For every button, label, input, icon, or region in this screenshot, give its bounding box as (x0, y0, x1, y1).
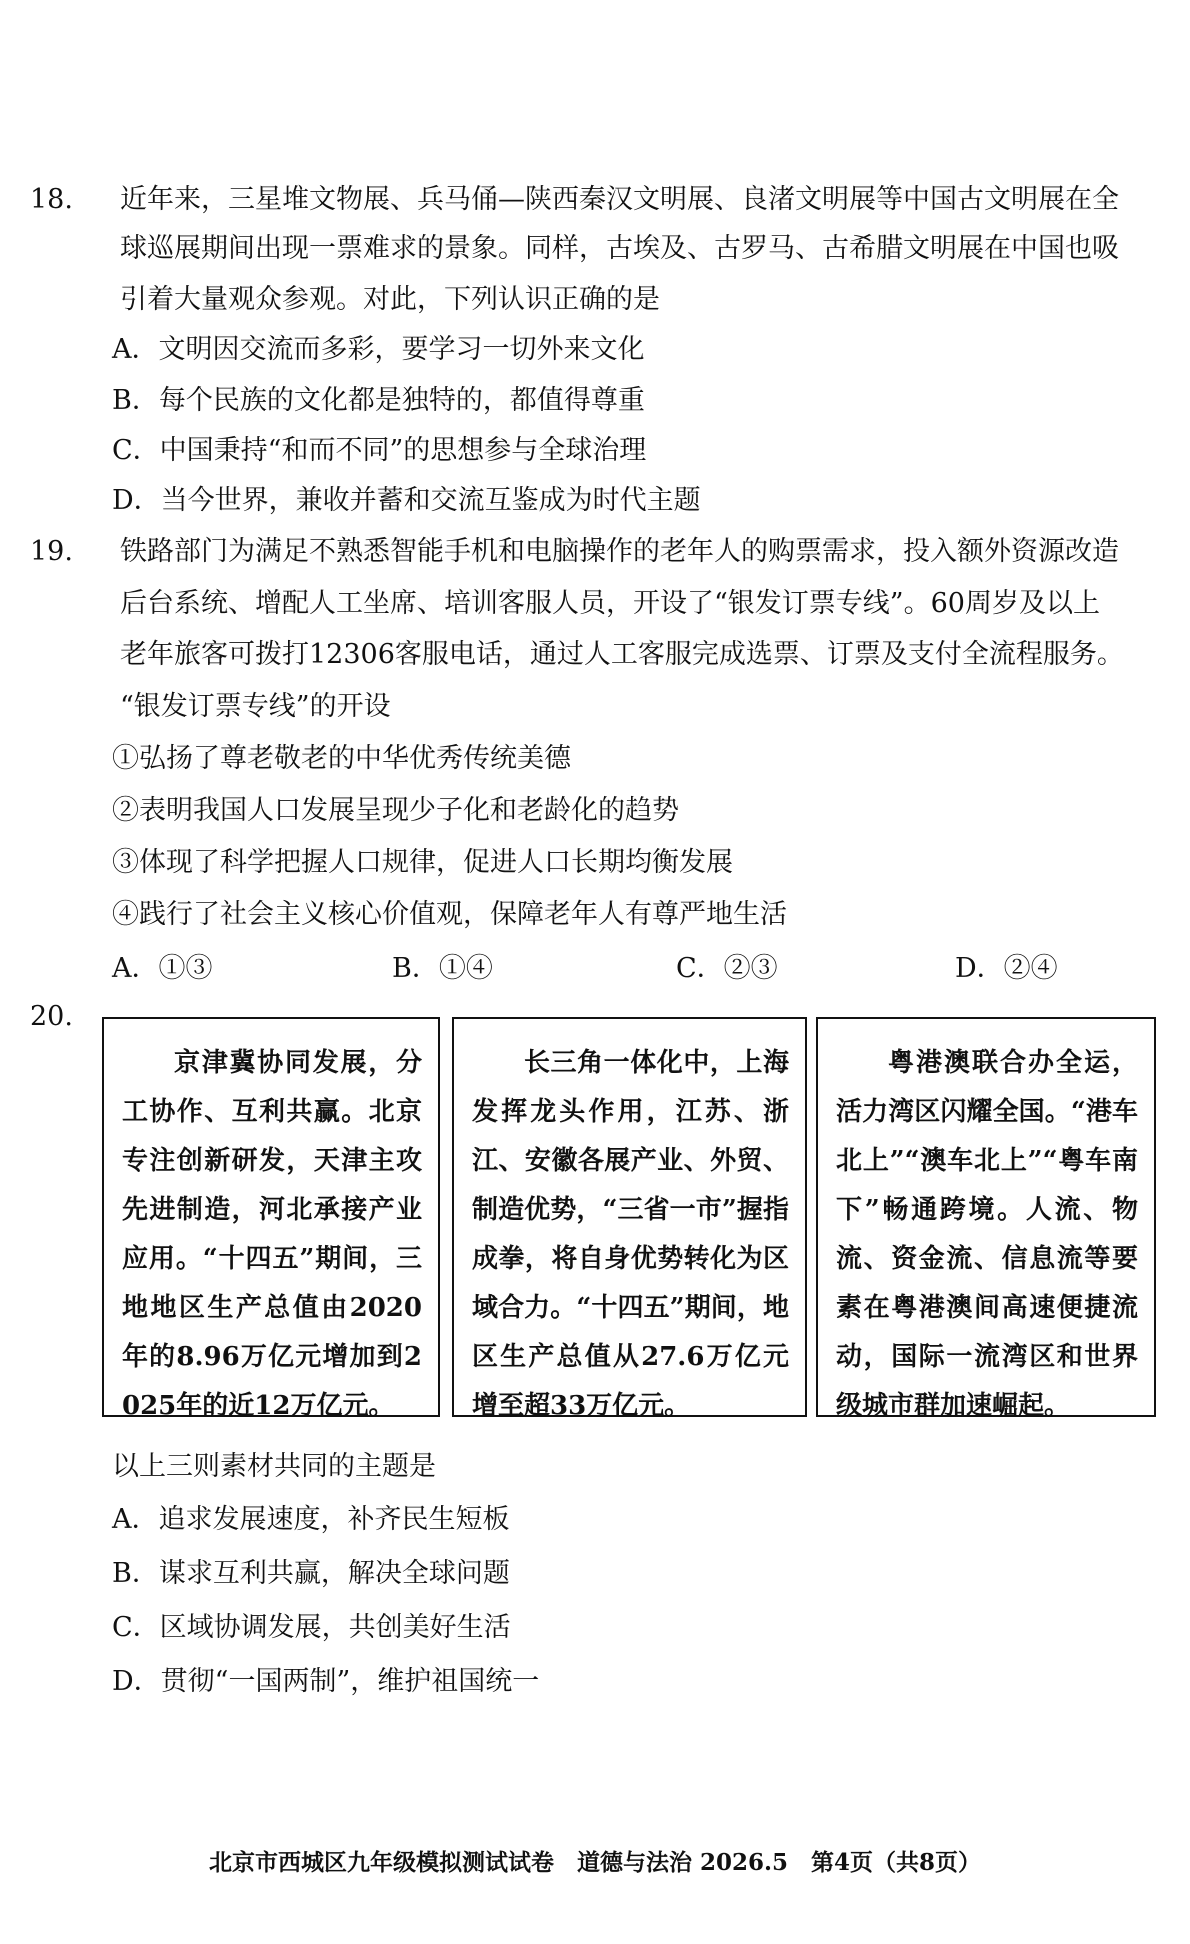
choice-c: C．②③ (676, 953, 778, 984)
question-stem-line: 以上三则素材共同的主题是 (112, 1451, 436, 1482)
option-a: A．追求发展速度，补齐民生短板 (112, 1504, 510, 1535)
material-box-yangtze-delta: 长三角一体化中，上海发挥龙头作用，江苏、浙江、安徽各展产业、外贸、制造优势，“三省一市”握指成拳，将自身优势转化为区域合力。“十四五”期间，地区生产总值从27.6万亿元增至超33万亿元。 (452, 1017, 807, 1417)
question-stem-line: 球巡展期间出现一票难求的景象。同样，古埃及、古罗马、古希腊文明展在中国也吸 (120, 233, 1119, 264)
statement-3: ③体现了科学把握人口规律，促进人口长期均衡发展 (112, 847, 733, 878)
question-stem-line: 铁路部门为满足不熟悉智能手机和电脑操作的老年人的购票需求，投入额外资源改造 (120, 536, 1119, 567)
question-number: 19. (30, 536, 73, 567)
question-stem-line: 引着大量观众参观。对此，下列认识正确的是 (120, 284, 660, 315)
question-stem-line: 近年来，三星堆文物展、兵马俑—陕西秦汉文明展、良渚文明展等中国古文明展在全 (120, 184, 1119, 215)
option-c: C．区域协调发展，共创美好生活 (112, 1612, 511, 1643)
question-stem-line: “银发订票专线”的开设 (120, 691, 391, 722)
option-a: A．文明因交流而多彩，要学习一切外来文化 (112, 334, 645, 365)
question-stem-line: 后台系统、增配人工坐席、培训客服人员，开设了“银发订票专线”。60周岁及以上 (120, 588, 1100, 619)
option-b: B．谋求互利共赢，解决全球问题 (112, 1558, 510, 1589)
page-footer: 北京市西城区九年级模拟测试试卷 道德与法治 2026.5 第4页（共8页） (208, 1849, 982, 1876)
statement-1: ①弘扬了尊老敬老的中华优秀传统美德 (112, 743, 571, 774)
material-box-jingjinji: 京津冀协同发展，分工协作、互利共赢。北京专注创新研发，天津主攻先进制造，河北承接产业应用。“十四五”期间，三地地区生产总值由2020年的8.96万亿元增加到2025年的近12万亿元。 (102, 1017, 440, 1417)
option-b: B．每个民族的文化都是独特的，都值得尊重 (112, 385, 645, 416)
question-number: 20. (30, 1001, 73, 1032)
material-box-greater-bay-area: 粤港澳联合办全运，活力湾区闪耀全国。“港车北上”“澳车北上”“粤车南下”畅通跨境。人流、物流、资金流、信息流等要素在粤港澳间高速便捷流动，国际一流湾区和世界级城市群加速崛起。 (816, 1017, 1156, 1417)
question-number: 18. (30, 184, 73, 215)
choice-d: D．②④ (955, 953, 1058, 984)
option-d: D．当今世界，兼收并蓄和交流互鉴成为时代主题 (112, 485, 701, 516)
option-c: C．中国秉持“和而不同”的思想参与全球治理 (112, 435, 647, 466)
question-stem-line: 老年旅客可拨打12306客服电话，通过人工客服完成选票、订票及支付全流程服务。 (120, 639, 1124, 670)
choice-b: B．①④ (392, 953, 493, 984)
choice-a: A．①③ (112, 953, 213, 984)
option-d: D．贯彻“一国两制”，维护祖国统一 (112, 1666, 540, 1697)
statement-2: ②表明我国人口发展呈现少子化和老龄化的趋势 (112, 795, 679, 826)
statement-4: ④践行了社会主义核心价值观，保障老年人有尊严地生活 (112, 899, 787, 930)
